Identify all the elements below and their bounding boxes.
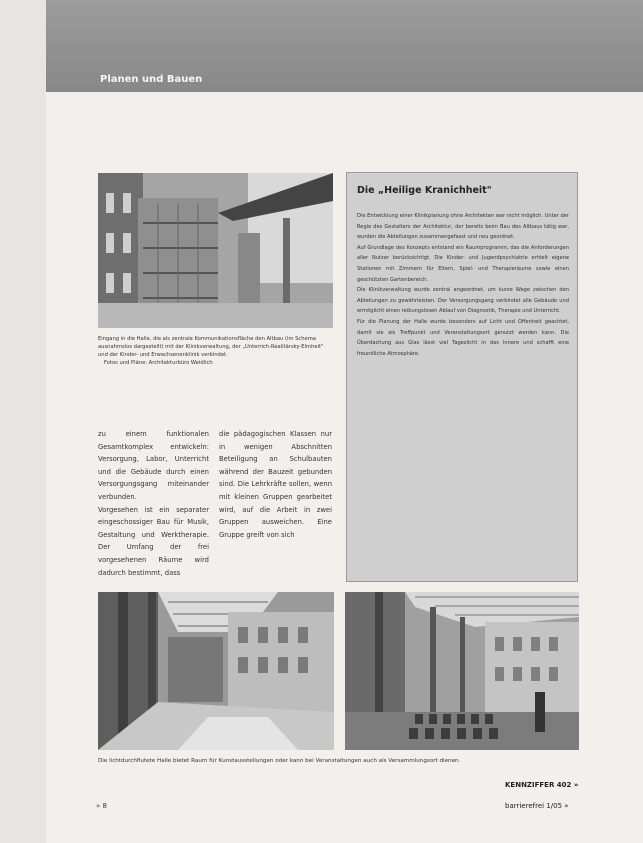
sidebar-paragraph: Für die Planung der Halle wurde besonders auf Licht und Offenheit geachtet, damit sie als Treffpunkt und Veranstaltungsort genutzt werden kann. Die Überdachung aus Glas lässt viel Tageslicht in das Innere und schafft eine freundliche Atmosphäre. bbox=[357, 318, 569, 357]
page-number: » 8 bbox=[96, 802, 107, 810]
sidebar-box-body bbox=[357, 211, 569, 359]
sidebar-paragraph: Auf Grundlage des Konzepts entstand ein Raumprogramm, das die Anforderungen aller Nutzer berücksichtigt. Die Kinder- und Jugendpsychiatrie erhielt eigene Stationen mit Zimmern für Eltern, Spiel- und Therapieräume sowie einen geschützten Gartenbereich. bbox=[357, 244, 569, 283]
sidebar-paragraph: Die Entwicklung einer Klinikplanung ohne Architekten war nicht möglich. Unter der Regie des Gestalters der Architektur, der bereits beim Bau des Altbaus tätig war, wurden die Abteilungen zusammengefasst und neu geordnet. bbox=[357, 213, 569, 241]
footer-reference-1: KENNZIFFER 402 » bbox=[505, 781, 579, 789]
bottom-photo-right bbox=[345, 592, 579, 750]
section-label: Planen und Bauen bbox=[100, 74, 203, 85]
atrium-image-right bbox=[345, 592, 579, 750]
footer-reference-2: barrierefrei 1/05 » bbox=[505, 802, 569, 810]
sidebar-paragraph: Die Klinikverwaltung wurde zentral angeordnet, um kurze Wege zwischen den Abteilungen zu gewährleisten. Der Versorgungsgang verbindet alle Gebäude und ermöglicht einen reibungslosen Ablauf von Diagnostik, Therapie und Unterricht. bbox=[357, 287, 569, 315]
bottom-photos-caption: Die lichtdurchflutete Halle bietet Raum für Kunstausstellungen oder kann bei Veranstaltungen auch als Versammlungsort dienen. bbox=[98, 758, 461, 764]
bottom-photo-left bbox=[98, 592, 334, 750]
scan-edge bbox=[0, 0, 46, 843]
sidebar-box-title: Die „Heilige Kranichheit" bbox=[357, 185, 492, 196]
top-photo-caption-text: Eingang in die Halle, die als zentrale Kommunikationsfläche den Altbau (im Schema ausnahmslos dargestellt) mit der Klinikverwaltung, der „Unterrich-Realitärsky-Elmheit" und der Kinder- und Erwachsenenklinik verbindet. bbox=[98, 336, 324, 358]
body-paragraph: Vorgesehen ist ein separater eingeschossiger Bau für Musik, Gestaltung und Werktherapie. Der Umfang der frei vorgesehenen Räume wird dadurch bestimmt, dass bbox=[98, 505, 209, 577]
building-entrance-image bbox=[98, 173, 333, 328]
body-column-1 bbox=[98, 428, 209, 579]
top-photo-caption bbox=[98, 335, 333, 367]
body-paragraph: die pädagogischen Klassen nur in wenigen Abschnitten Beteiligung an Schulbauten während der Bauzeit gebunden sind. Die Lehrkräfte sollen, wenn mit kleinen Gruppen gearbeitet wird, auf die Arbeit in zwei Gruppen ausweichen. Eine Gruppe greift von sich bbox=[219, 430, 332, 539]
photo-credit: Fotos und Pläne: Architekturbüro Weidlich bbox=[104, 360, 213, 366]
top-photo bbox=[98, 173, 333, 328]
body-column-2 bbox=[219, 428, 332, 541]
atrium-image-left bbox=[98, 592, 334, 750]
sidebar-box bbox=[346, 172, 578, 582]
body-paragraph: zu einem funktionalen Gesamtkomplex entwickeln: Versorgung, Labor, Unterricht und die Gebäude durch einen Versorgungsgang miteinander verbunden. bbox=[98, 430, 209, 501]
